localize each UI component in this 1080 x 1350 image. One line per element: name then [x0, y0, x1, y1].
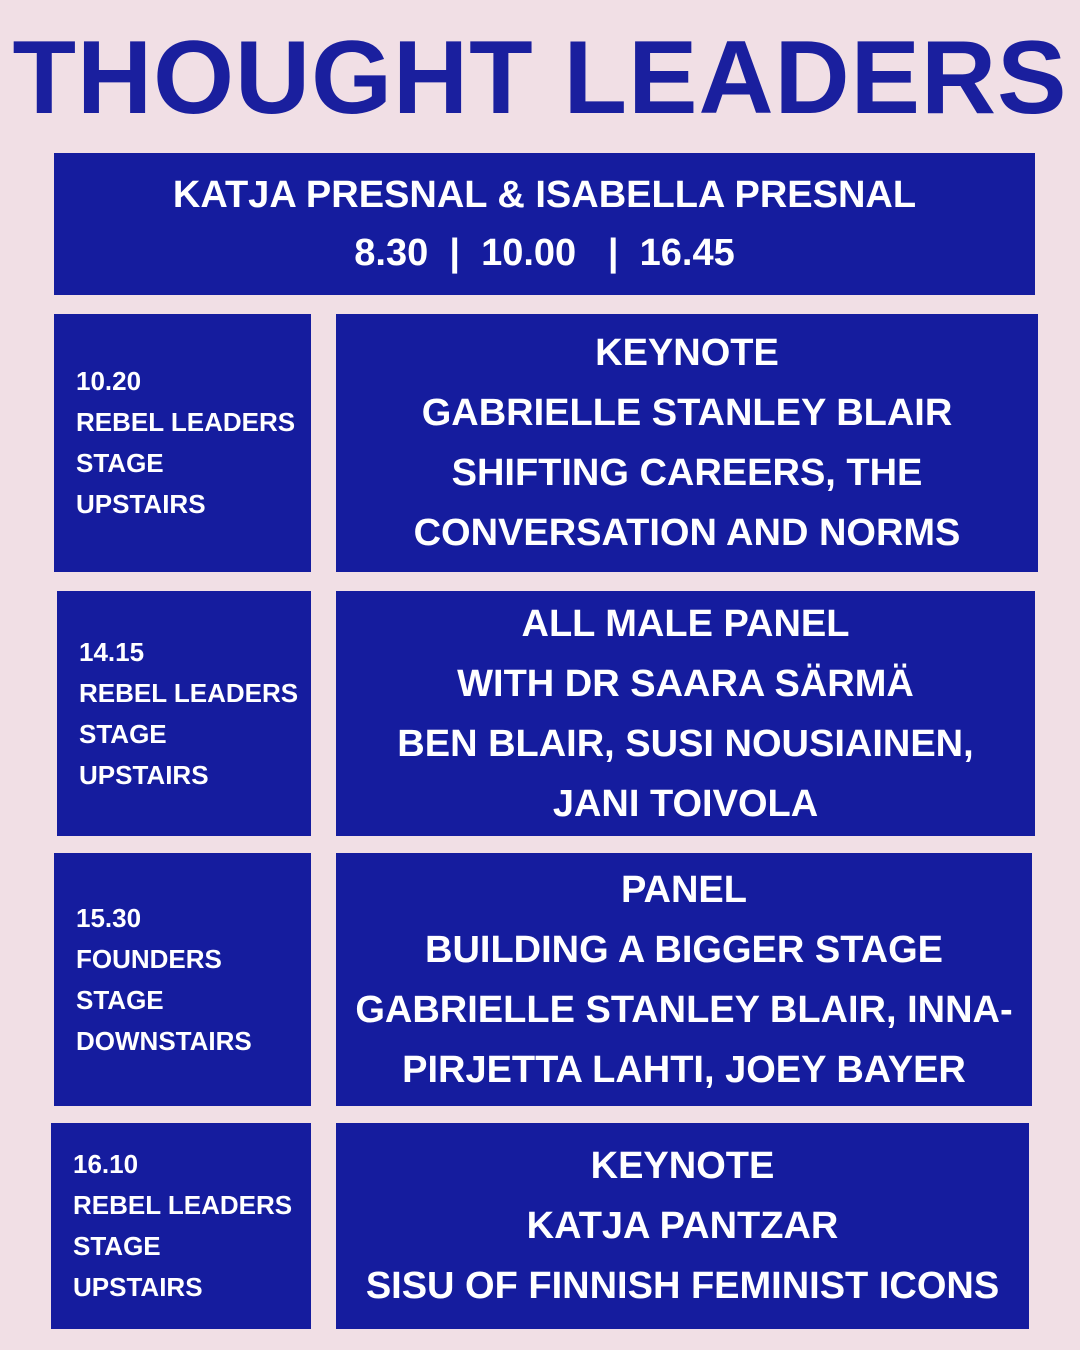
session-3-details — [336, 853, 1032, 1106]
session-2-details — [336, 591, 1035, 836]
session-location-line: UPSTAIRS — [73, 1272, 203, 1302]
session-location-line: FOUNDERS — [76, 943, 222, 974]
session-type: KEYNOTE — [595, 332, 779, 374]
session-location-line: UPSTAIRS — [79, 759, 209, 790]
session-topic: CONVERSATION AND NORMS — [413, 512, 961, 554]
session-speakers: BEN BLAIR, SUSI NOUSIAINEN, — [397, 722, 974, 765]
session-topic: SHIFTING CAREERS, THE — [451, 452, 923, 494]
session-type: KEYNOTE — [590, 1145, 775, 1187]
session-location-line: REBEL LEADERS — [73, 1190, 293, 1220]
session-4-details — [336, 1123, 1029, 1329]
session-speakers: GABRIELLE STANLEY BLAIR, INNA- — [355, 988, 1013, 1031]
session-time: 14.15 — [79, 636, 145, 667]
session-topic: SISU OF FINNISH FEMINIST ICONS — [365, 1265, 1000, 1307]
session-2-time-location — [57, 591, 311, 836]
session-time: 10.20 — [76, 366, 142, 396]
session-time: 15.30 — [76, 902, 142, 933]
session-type: PANEL — [621, 868, 747, 911]
session-location-line: STAGE — [79, 718, 167, 749]
session-4-time-location — [51, 1123, 311, 1329]
session-topic: BUILDING A BIGGER STAGE — [425, 928, 943, 971]
session-moderator: WITH DR SAARA SÄRMÄ — [457, 662, 914, 705]
session-1-time-location — [54, 314, 311, 572]
page-title: THOUGHT LEADERS — [12, 20, 1068, 136]
hosts-banner — [54, 153, 1035, 295]
session-type: ALL MALE PANEL — [521, 602, 850, 645]
session-location-line: UPSTAIRS — [76, 489, 206, 519]
session-speakers: PIRJETTA LAHTI, JOEY BAYER — [402, 1048, 966, 1091]
session-location-line: DOWNSTAIRS — [76, 1025, 252, 1056]
session-1-details — [336, 314, 1038, 572]
session-location-line: STAGE — [76, 984, 164, 1015]
session-location-line: REBEL LEADERS — [76, 407, 296, 437]
session-location-line: STAGE — [76, 448, 164, 478]
session-speaker: KATJA PANTZAR — [526, 1205, 839, 1247]
session-location-line: REBEL LEADERS — [79, 677, 299, 708]
hosts-times: 8.30 | 10.00 | 16.45 — [354, 232, 735, 274]
session-location-line: STAGE — [73, 1231, 161, 1261]
session-speaker: GABRIELLE STANLEY BLAIR — [421, 392, 953, 434]
session-time: 16.10 — [73, 1149, 139, 1179]
session-speakers: JANI TOIVOLA — [552, 782, 819, 825]
hosts-names: KATJA PRESNAL & ISABELLA PRESNAL — [172, 174, 917, 216]
session-3-time-location — [54, 853, 311, 1106]
